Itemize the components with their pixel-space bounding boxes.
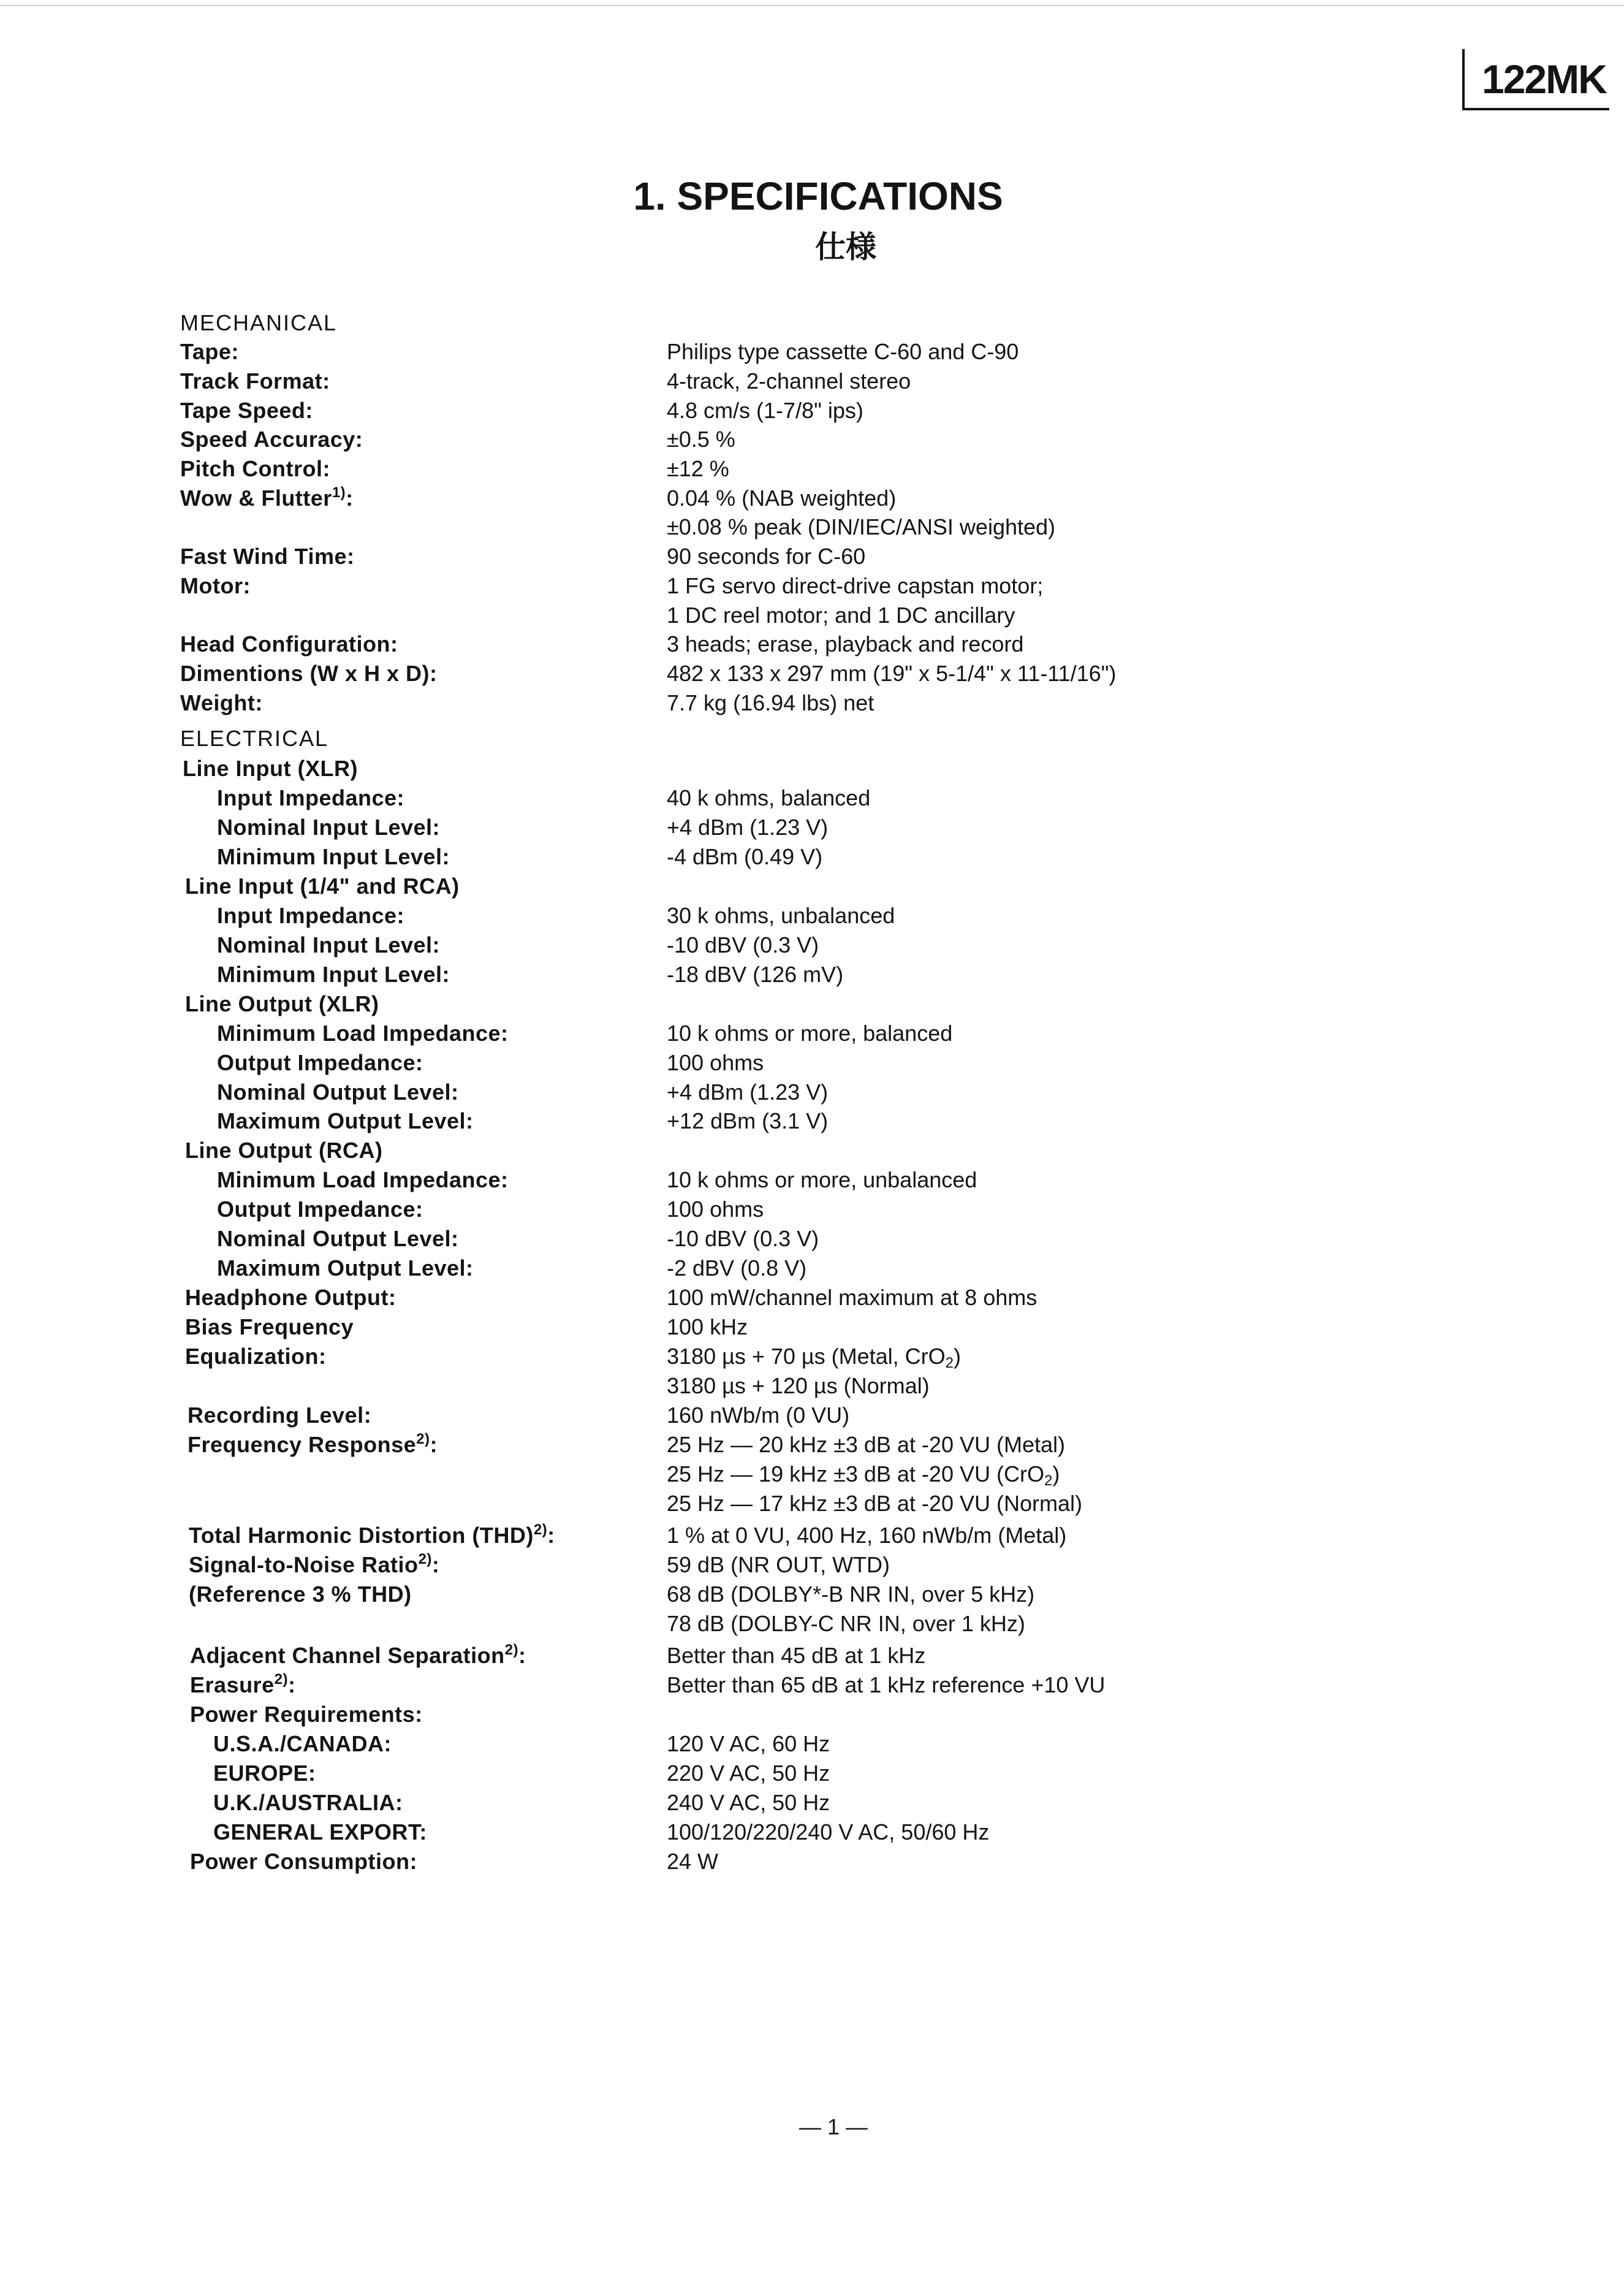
spec-label-text: GENERAL EXPORT: — [213, 1819, 427, 1845]
spec-value — [667, 1610, 1025, 1637]
footnote-marker: 2) — [274, 1671, 288, 1688]
spec-label — [189, 1551, 439, 1578]
spec-value-text: 30 k ohms, unbalanced — [667, 903, 895, 928]
spec-value-text: ±0.08 % peak (DIN/IEC/ANSI weighted) — [667, 514, 1056, 539]
spec-label — [185, 1343, 327, 1370]
spec-value — [667, 1848, 718, 1875]
spec-value-text: 240 V AC, 50 Hz — [667, 1790, 830, 1815]
spec-value — [667, 1672, 1105, 1699]
spec-label-text: Track Format: — [180, 368, 330, 394]
spec-label — [188, 1402, 371, 1429]
spec-value-text: 25 Hz — 17 kHz ±3 dB at -20 VU (Normal) — [667, 1491, 1082, 1516]
spec-value — [667, 1255, 806, 1282]
footnote-marker: 2) — [504, 1642, 518, 1658]
spec-label — [183, 755, 358, 782]
spec-value-text: 10 k ohms or more, balanced — [667, 1021, 953, 1046]
spec-label — [217, 1225, 459, 1252]
spec-label — [180, 660, 438, 687]
spec-value — [667, 1461, 1060, 1488]
spec-label — [185, 1137, 382, 1164]
spec-label — [180, 426, 363, 453]
spec-value-text: -4 dBm (0.49 V) — [667, 844, 823, 869]
spec-value-text: 7.7 kg (16.94 lbs) net — [667, 690, 875, 715]
spec-label — [217, 902, 404, 929]
spec-label-text: Input Impedance: — [217, 785, 405, 810]
spec-label-text: Total Harmonic Distortion (THD) — [189, 1523, 534, 1548]
spec-label-text: Input Impedance: — [217, 903, 405, 928]
spec-label — [213, 1760, 316, 1787]
spec-value — [667, 514, 1055, 541]
spec-label — [217, 1196, 423, 1223]
spec-value-text: -2 dBV (0.8 V) — [667, 1255, 807, 1281]
spec-label-text: Line Output (RCA) — [185, 1138, 383, 1163]
spec-label — [185, 991, 379, 1018]
spec-value-text: 24 W — [667, 1849, 719, 1874]
spec-label — [189, 1522, 555, 1549]
spec-label — [180, 455, 330, 482]
spec-value-text: 68 dB (DOLBY*-B NR IN, over 5 kHz) — [667, 1582, 1035, 1607]
spec-label-text: Erasure — [190, 1672, 275, 1697]
spec-value — [667, 1196, 764, 1223]
footnote-marker: 2) — [533, 1521, 548, 1538]
spec-value-text: 220 V AC, 50 Hz — [667, 1761, 830, 1786]
spec-label — [217, 961, 450, 988]
spec-label-text: Dimentions (W x H x D): — [180, 661, 438, 686]
spec-label — [189, 1581, 412, 1608]
spec-value-text: -18 dBV (126 mV) — [667, 962, 844, 987]
spec-value-text: -10 dBV (0.3 V) — [667, 1226, 819, 1251]
spec-value-text: 25 Hz — 19 kHz ±3 dB at -20 VU (CrO — [667, 1461, 1044, 1487]
spec-label — [185, 1314, 354, 1341]
spec-label-text: Pitch Control: — [180, 456, 330, 481]
label-colon: : — [518, 1643, 526, 1668]
spec-label-text: Tape: — [180, 339, 239, 364]
spec-label-text: Nominal Input Level: — [217, 932, 441, 958]
spec-value — [667, 485, 896, 512]
spec-value-text: 100 mW/channel maximum at 8 ohms — [667, 1285, 1038, 1310]
spec-value-text: 4.8 cm/s (1-7/8" ips) — [667, 398, 863, 423]
spec-value — [667, 1431, 1065, 1458]
subscript: 2 — [945, 1355, 954, 1371]
spec-label-text: U.S.A./CANADA: — [213, 1731, 392, 1756]
spec-value-text: 482 x 133 x 297 mm (19" x 5-1/4" x 11-11/16") — [667, 661, 1117, 686]
spec-label — [190, 1848, 417, 1875]
spec-value-text: 100 ohms — [667, 1197, 764, 1222]
spec-value — [667, 1522, 1066, 1549]
spec-value-text: 1 FG servo direct-drive capstan motor; — [667, 573, 1044, 598]
spec-value-text: Better than 45 dB at 1 kHz — [667, 1643, 926, 1668]
footnote-marker: 1) — [332, 484, 346, 501]
spec-value — [667, 785, 870, 812]
spec-value-text: Better than 65 dB at 1 kHz reference +10 VU — [667, 1672, 1106, 1697]
spec-label — [217, 843, 450, 870]
model-number: 122MK — [1482, 56, 1606, 102]
spec-value — [667, 1020, 952, 1047]
spec-label — [217, 932, 440, 959]
spec-label — [180, 338, 239, 365]
spec-label-text: Signal-to-Noise Ratio — [189, 1552, 419, 1577]
spec-label-text: Headphone Output: — [185, 1285, 397, 1310]
spec-label-text: Minimum Input Level: — [217, 844, 450, 869]
spec-label — [217, 814, 440, 841]
spec-label — [180, 368, 330, 395]
spec-value — [667, 1225, 819, 1252]
spec-value — [667, 1373, 930, 1399]
spec-value-text: -10 dBV (0.3 V) — [667, 932, 819, 958]
spec-value-text: 25 Hz — 20 kHz ±3 dB at -20 VU (Metal) — [667, 1432, 1065, 1457]
spec-label-text: Frequency Response — [188, 1432, 417, 1457]
spec-label-text: Weight: — [180, 690, 263, 715]
section-heading — [180, 310, 337, 337]
spec-label-text: Nominal Output Level: — [217, 1226, 459, 1251]
spec-label — [185, 1284, 396, 1311]
spec-value — [667, 1760, 830, 1787]
spec-value — [667, 1642, 925, 1669]
spec-label — [217, 1020, 509, 1047]
spec-label — [213, 1730, 392, 1757]
spec-label-text: Motor: — [180, 573, 251, 598]
spec-value — [667, 1284, 1037, 1311]
value-suffix: ) — [1052, 1461, 1060, 1487]
spec-label-text: Output Impedance: — [217, 1197, 423, 1222]
spec-value-text: 0.04 % (NAB weighted) — [667, 485, 897, 511]
label-colon: : — [547, 1523, 555, 1548]
spec-label-text: ELECTRICAL — [180, 726, 329, 751]
spec-value-text: 3180 µs + 70 µs (Metal, CrO — [667, 1344, 946, 1369]
label-colon: : — [431, 1552, 440, 1577]
spec-label — [217, 1108, 474, 1135]
label-colon: : — [287, 1672, 296, 1697]
spec-value-text: 160 nWb/m (0 VU) — [667, 1403, 850, 1428]
spec-value-text: 100 kHz — [667, 1314, 748, 1339]
spec-value-text: 59 dB (NR OUT, WTD) — [667, 1552, 890, 1577]
spec-label-text: MECHANICAL — [180, 310, 338, 335]
label-colon: : — [430, 1432, 438, 1457]
spec-value-text: 1 DC reel motor; and 1 DC ancillary — [667, 603, 1015, 628]
spec-label-text: Line Input (1/4" and RCA) — [185, 874, 460, 899]
section-title: SPECIFICATIONS — [677, 174, 1003, 218]
spec-label-text: Nominal Output Level: — [217, 1079, 459, 1105]
spec-label-text: Nominal Input Level: — [217, 815, 441, 840]
spec-value-text: 120 V AC, 60 Hz — [667, 1731, 830, 1756]
spec-value — [667, 1343, 961, 1370]
spec-value — [667, 1730, 830, 1757]
spec-label-text: Power Requirements: — [190, 1702, 423, 1727]
spec-label-text: Minimum Input Level: — [217, 962, 450, 987]
spec-label-text: Adjacent Channel Separation — [190, 1643, 505, 1668]
spec-value — [667, 573, 1043, 600]
spec-label-text: Line Output (XLR) — [185, 991, 379, 1016]
spec-value — [667, 368, 911, 395]
spec-value — [667, 660, 1116, 687]
spec-label — [180, 573, 251, 600]
spec-value-text: ±12 % — [667, 456, 729, 481]
spec-label — [217, 785, 404, 812]
spec-value — [667, 1049, 764, 1076]
spec-value-text: ±0.5 % — [667, 427, 735, 452]
spec-value-text: 90 seconds for C-60 — [667, 544, 866, 569]
spec-value — [667, 1314, 748, 1341]
spec-value-text: 40 k ohms, balanced — [667, 785, 871, 810]
spec-value — [667, 602, 1015, 629]
spec-label-text: Power Consumption: — [190, 1849, 417, 1874]
spec-value — [667, 338, 1019, 365]
spec-value — [667, 543, 865, 570]
spec-label — [190, 1642, 526, 1669]
spec-value-text: 10 k ohms or more, unbalanced — [667, 1167, 977, 1192]
spec-label-text: Bias Frequency — [185, 1314, 354, 1339]
spec-value — [667, 1581, 1034, 1608]
spec-label — [190, 1701, 423, 1728]
spec-value — [667, 455, 729, 482]
spec-value — [667, 961, 843, 988]
spec-value-text: 1 % at 0 VU, 400 Hz, 160 nWb/m (Metal) — [667, 1523, 1067, 1548]
spec-label-text: Speed Accuracy: — [180, 427, 363, 452]
spec-label-text: Minimum Load Impedance: — [217, 1021, 509, 1046]
spec-label-text: EUROPE: — [213, 1761, 316, 1786]
spec-label — [180, 397, 313, 424]
spec-label — [180, 543, 355, 570]
spec-value-text: 3180 µs + 120 µs (Normal) — [667, 1373, 930, 1398]
page-subtitle-japanese: 仕様 — [815, 229, 876, 265]
spec-value-text: 100/120/220/240 V AC, 50/60 Hz — [667, 1819, 990, 1845]
spec-value — [667, 1108, 828, 1135]
spec-label-text: U.K./AUSTRALIA: — [213, 1790, 403, 1815]
spec-value — [667, 932, 819, 959]
section-number: 1. — [633, 174, 666, 218]
spec-value-text: 100 ohms — [667, 1050, 764, 1075]
spec-label-text: Output Impedance: — [217, 1050, 423, 1075]
spec-value-text: 4-track, 2-channel stereo — [667, 368, 911, 394]
spec-value-text: +12 dBm (3.1 V) — [667, 1108, 829, 1133]
footnote-marker: 2) — [416, 1431, 430, 1447]
spec-value — [667, 843, 822, 870]
spec-label-text: Maximum Output Level: — [217, 1108, 474, 1133]
spec-value — [667, 1819, 989, 1846]
spec-label — [217, 1255, 474, 1282]
spec-label-text: Head Configuration: — [180, 631, 398, 657]
value-suffix: ) — [954, 1344, 962, 1369]
spec-value — [667, 690, 874, 717]
spec-value — [667, 902, 895, 929]
spec-value — [667, 1789, 830, 1816]
spec-label — [213, 1789, 403, 1816]
spec-label-text: Equalization: — [185, 1344, 327, 1369]
spec-label — [213, 1819, 427, 1846]
spec-label — [217, 1079, 459, 1106]
spec-label — [185, 873, 460, 900]
spec-label — [180, 690, 263, 717]
spec-value — [667, 631, 1023, 658]
spec-label-text: Line Input (XLR) — [183, 756, 358, 781]
spec-value — [667, 397, 863, 424]
spec-label-text: Wow & Flutter — [180, 485, 332, 511]
spec-value — [667, 814, 828, 841]
spec-value — [667, 1079, 828, 1106]
spec-value — [667, 1167, 977, 1194]
spec-value-text: +4 dBm (1.23 V) — [667, 1079, 829, 1105]
spec-value-text: 3 heads; erase, playback and record — [667, 631, 1024, 657]
spec-label — [217, 1167, 509, 1194]
spec-value — [667, 426, 735, 453]
spec-label-text: Minimum Load Impedance: — [217, 1167, 509, 1192]
spec-label — [180, 485, 354, 512]
spec-value-text: +4 dBm (1.23 V) — [667, 815, 829, 840]
label-colon: : — [346, 485, 354, 511]
spec-label-text: (Reference 3 % THD) — [189, 1582, 412, 1607]
spec-value — [667, 1402, 849, 1429]
spec-label — [180, 631, 398, 658]
spec-label-text: Tape Speed: — [180, 398, 313, 423]
spec-value — [667, 1551, 890, 1578]
spec-label — [217, 1049, 423, 1076]
page-number: — 1 — — [799, 2114, 868, 2139]
spec-label — [188, 1431, 438, 1458]
section-heading — [180, 725, 328, 752]
footnote-marker: 2) — [418, 1551, 432, 1567]
spec-label-text: Fast Wind Time: — [180, 544, 355, 569]
spec-label-text: Maximum Output Level: — [217, 1255, 474, 1281]
spec-value-text: Philips type cassette C-60 and C-90 — [667, 339, 1019, 364]
spec-label — [190, 1672, 295, 1699]
spec-value — [667, 1490, 1082, 1517]
subscript: 2 — [1044, 1472, 1053, 1489]
spec-value-text: 78 dB (DOLBY-C NR IN, over 1 kHz) — [667, 1611, 1025, 1636]
spec-label-text: Recording Level: — [188, 1403, 372, 1428]
